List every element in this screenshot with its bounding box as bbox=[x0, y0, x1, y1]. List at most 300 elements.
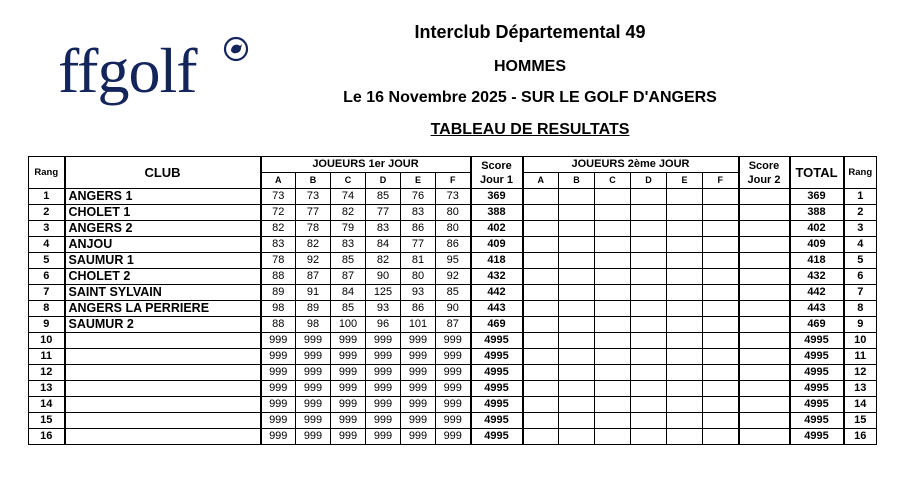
day2-score bbox=[559, 237, 595, 253]
day1-score: 999 bbox=[261, 381, 296, 397]
final-rank: 14 bbox=[844, 397, 877, 413]
club-name: CHOLET 2 bbox=[65, 269, 261, 285]
day1-score: 83 bbox=[261, 237, 296, 253]
day1-total: 4995 bbox=[471, 333, 523, 349]
day2-score bbox=[559, 333, 595, 349]
day1-score: 87 bbox=[331, 269, 366, 285]
day1-player-e: E bbox=[401, 173, 436, 189]
rank: 6 bbox=[29, 269, 65, 285]
day1-score: 999 bbox=[261, 349, 296, 365]
day2-total bbox=[739, 349, 790, 365]
day1-player-d: D bbox=[366, 173, 401, 189]
col-score-day1 bbox=[471, 157, 523, 189]
day1-score: 93 bbox=[401, 285, 436, 301]
day1-score: 999 bbox=[261, 365, 296, 381]
day1-score: 83 bbox=[401, 205, 436, 221]
day2-score bbox=[559, 413, 595, 429]
day2-score bbox=[559, 221, 595, 237]
score1-line2: Jour 1 bbox=[479, 173, 513, 186]
final-rank: 1 bbox=[844, 189, 877, 205]
day2-score bbox=[595, 301, 631, 317]
table-row bbox=[29, 237, 877, 253]
day2-total bbox=[739, 317, 790, 333]
day2-score bbox=[667, 365, 703, 381]
day1-score: 999 bbox=[261, 333, 296, 349]
day2-score bbox=[559, 317, 595, 333]
rank: 15 bbox=[29, 413, 65, 429]
day1-score: 81 bbox=[401, 253, 436, 269]
day2-score bbox=[703, 349, 739, 365]
day2-total bbox=[739, 285, 790, 301]
day1-player-a: A bbox=[261, 173, 296, 189]
day1-score: 90 bbox=[436, 301, 471, 317]
club-name bbox=[65, 397, 261, 413]
day2-score bbox=[595, 269, 631, 285]
day1-score: 78 bbox=[261, 253, 296, 269]
day2-player-f: F bbox=[703, 173, 739, 189]
day2-score bbox=[559, 285, 595, 301]
day2-player-e: E bbox=[667, 173, 703, 189]
day2-score bbox=[631, 429, 667, 445]
day2-score bbox=[595, 333, 631, 349]
day1-score: 85 bbox=[366, 189, 401, 205]
score1-line1: Score bbox=[481, 159, 512, 172]
day1-score: 999 bbox=[331, 381, 366, 397]
day2-score bbox=[631, 317, 667, 333]
club-name: SAUMUR 2 bbox=[65, 317, 261, 333]
day1-total: 4995 bbox=[471, 429, 523, 445]
day1-score: 999 bbox=[366, 429, 401, 445]
rank: 4 bbox=[29, 237, 65, 253]
ffgolf-logo bbox=[58, 30, 258, 120]
day2-score bbox=[523, 253, 559, 269]
day1-score: 85 bbox=[436, 285, 471, 301]
day2-score bbox=[595, 253, 631, 269]
day2-score bbox=[703, 237, 739, 253]
day1-score: 77 bbox=[296, 205, 331, 221]
day1-score: 79 bbox=[331, 221, 366, 237]
rank: 11 bbox=[29, 349, 65, 365]
day2-score bbox=[523, 413, 559, 429]
table-row bbox=[29, 365, 877, 381]
table-row bbox=[29, 429, 877, 445]
total-score: 4995 bbox=[790, 381, 844, 397]
club-name bbox=[65, 365, 261, 381]
day1-score: 999 bbox=[261, 429, 296, 445]
col-total: TOTAL bbox=[790, 157, 844, 189]
day1-score: 999 bbox=[331, 349, 366, 365]
day2-score bbox=[667, 189, 703, 205]
day1-score: 999 bbox=[436, 381, 471, 397]
day1-total: 432 bbox=[471, 269, 523, 285]
table-row bbox=[29, 397, 877, 413]
club-name: ANGERS LA PERRIERE bbox=[65, 301, 261, 317]
day2-score bbox=[703, 333, 739, 349]
day2-score bbox=[667, 205, 703, 221]
logo-text: ffgolf bbox=[58, 35, 197, 106]
day1-score: 999 bbox=[401, 365, 436, 381]
day2-score bbox=[631, 397, 667, 413]
day1-score: 999 bbox=[296, 429, 331, 445]
day2-total bbox=[739, 221, 790, 237]
day2-score bbox=[703, 429, 739, 445]
day2-score bbox=[631, 205, 667, 221]
day2-score bbox=[703, 301, 739, 317]
day1-total: 4995 bbox=[471, 413, 523, 429]
day2-score bbox=[703, 397, 739, 413]
day1-score: 999 bbox=[331, 413, 366, 429]
day1-score: 92 bbox=[436, 269, 471, 285]
day2-score bbox=[631, 349, 667, 365]
day1-score: 999 bbox=[366, 381, 401, 397]
day1-score: 999 bbox=[366, 333, 401, 349]
day1-score: 999 bbox=[296, 381, 331, 397]
final-rank: 12 bbox=[844, 365, 877, 381]
day1-score: 999 bbox=[296, 365, 331, 381]
day1-score: 73 bbox=[436, 189, 471, 205]
day2-score bbox=[631, 381, 667, 397]
day1-score: 999 bbox=[436, 333, 471, 349]
day1-score: 74 bbox=[331, 189, 366, 205]
total-score: 388 bbox=[790, 205, 844, 221]
day2-score bbox=[667, 253, 703, 269]
day2-player-b: B bbox=[559, 173, 595, 189]
day2-score bbox=[595, 189, 631, 205]
day2-score bbox=[523, 381, 559, 397]
day2-total bbox=[739, 189, 790, 205]
day2-score bbox=[559, 349, 595, 365]
day1-score: 999 bbox=[331, 397, 366, 413]
final-rank: 6 bbox=[844, 269, 877, 285]
rank: 16 bbox=[29, 429, 65, 445]
day1-score: 91 bbox=[296, 285, 331, 301]
table-row bbox=[29, 381, 877, 397]
day1-score: 999 bbox=[366, 397, 401, 413]
day2-total bbox=[739, 397, 790, 413]
day2-score bbox=[523, 429, 559, 445]
day2-score bbox=[595, 317, 631, 333]
day1-score: 88 bbox=[261, 317, 296, 333]
club-name bbox=[65, 333, 261, 349]
day2-score bbox=[559, 189, 595, 205]
total-score: 402 bbox=[790, 221, 844, 237]
day2-total bbox=[739, 205, 790, 221]
table-row bbox=[29, 253, 877, 269]
club-name: CHOLET 1 bbox=[65, 205, 261, 221]
day1-score: 98 bbox=[296, 317, 331, 333]
final-rank: 7 bbox=[844, 285, 877, 301]
day1-score: 85 bbox=[331, 253, 366, 269]
day2-score bbox=[595, 413, 631, 429]
day1-player-f: F bbox=[436, 173, 471, 189]
day2-score bbox=[703, 285, 739, 301]
final-rank: 16 bbox=[844, 429, 877, 445]
day2-player-c: C bbox=[595, 173, 631, 189]
final-rank: 5 bbox=[844, 253, 877, 269]
table-row bbox=[29, 301, 877, 317]
day1-player-c: C bbox=[331, 173, 366, 189]
results-table bbox=[28, 156, 877, 445]
day2-score bbox=[523, 237, 559, 253]
final-rank: 2 bbox=[844, 205, 877, 221]
day1-score: 84 bbox=[366, 237, 401, 253]
date-location: Le 16 Novembre 2025 - SUR LE GOLF D'ANGERS bbox=[343, 89, 717, 106]
day1-total: 388 bbox=[471, 205, 523, 221]
day2-score bbox=[595, 205, 631, 221]
day1-score: 89 bbox=[261, 285, 296, 301]
day1-score: 72 bbox=[261, 205, 296, 221]
total-score: 442 bbox=[790, 285, 844, 301]
day1-score: 999 bbox=[296, 397, 331, 413]
day1-score: 999 bbox=[401, 397, 436, 413]
day2-score bbox=[667, 317, 703, 333]
club-name bbox=[65, 349, 261, 365]
day1-score: 999 bbox=[296, 333, 331, 349]
day1-score: 89 bbox=[296, 301, 331, 317]
rank: 1 bbox=[29, 189, 65, 205]
day2-score bbox=[631, 189, 667, 205]
results-heading: TABLEAU DE RESULTATS bbox=[430, 121, 630, 138]
club-name: SAUMUR 1 bbox=[65, 253, 261, 269]
day2-score bbox=[559, 429, 595, 445]
club-name: ANGERS 1 bbox=[65, 189, 261, 205]
day2-score bbox=[703, 269, 739, 285]
day1-score: 999 bbox=[261, 413, 296, 429]
table-row bbox=[29, 349, 877, 365]
day1-score: 87 bbox=[296, 269, 331, 285]
day2-score bbox=[631, 301, 667, 317]
club-name: ANGERS 2 bbox=[65, 221, 261, 237]
day2-total bbox=[739, 333, 790, 349]
day1-score: 82 bbox=[261, 221, 296, 237]
day2-score bbox=[631, 237, 667, 253]
total-score: 369 bbox=[790, 189, 844, 205]
day1-player-b: B bbox=[296, 173, 331, 189]
day2-score bbox=[523, 221, 559, 237]
day1-score: 999 bbox=[366, 349, 401, 365]
day2-score bbox=[631, 365, 667, 381]
day2-score bbox=[523, 333, 559, 349]
day2-score bbox=[703, 413, 739, 429]
day1-score: 84 bbox=[331, 285, 366, 301]
day1-score: 90 bbox=[366, 269, 401, 285]
rank: 14 bbox=[29, 397, 65, 413]
day2-score bbox=[523, 397, 559, 413]
day2-score bbox=[559, 365, 595, 381]
day2-score bbox=[559, 205, 595, 221]
day1-score: 999 bbox=[331, 365, 366, 381]
day1-score: 98 bbox=[261, 301, 296, 317]
total-score: 4995 bbox=[790, 413, 844, 429]
club-name: ANJOU bbox=[65, 237, 261, 253]
total-score: 469 bbox=[790, 317, 844, 333]
rank: 10 bbox=[29, 333, 65, 349]
final-rank: 4 bbox=[844, 237, 877, 253]
day1-total: 369 bbox=[471, 189, 523, 205]
day1-score: 88 bbox=[261, 269, 296, 285]
day1-score: 82 bbox=[296, 237, 331, 253]
day2-score bbox=[667, 285, 703, 301]
final-rank: 3 bbox=[844, 221, 877, 237]
total-score: 432 bbox=[790, 269, 844, 285]
col-group-day1: JOUEURS 1er JOUR bbox=[261, 157, 471, 173]
day2-score bbox=[667, 301, 703, 317]
col-group-day2: JOUEURS 2ème JOUR bbox=[523, 157, 739, 173]
rank: 12 bbox=[29, 365, 65, 381]
col-rang-final: Rang bbox=[844, 157, 877, 189]
rooster-emblem-icon bbox=[223, 36, 249, 62]
day2-score bbox=[703, 205, 739, 221]
day2-score bbox=[523, 189, 559, 205]
day1-score: 82 bbox=[331, 205, 366, 221]
table-row bbox=[29, 269, 877, 285]
club-name: SAINT SYLVAIN bbox=[65, 285, 261, 301]
day1-score: 125 bbox=[366, 285, 401, 301]
total-score: 4995 bbox=[790, 349, 844, 365]
day1-total: 402 bbox=[471, 221, 523, 237]
day2-score bbox=[631, 221, 667, 237]
day1-score: 999 bbox=[366, 413, 401, 429]
day1-score: 999 bbox=[436, 349, 471, 365]
day1-score: 100 bbox=[331, 317, 366, 333]
day1-score: 86 bbox=[401, 301, 436, 317]
final-rank: 10 bbox=[844, 333, 877, 349]
day1-score: 86 bbox=[401, 221, 436, 237]
day2-score bbox=[595, 365, 631, 381]
day2-score bbox=[667, 269, 703, 285]
day1-score: 83 bbox=[366, 221, 401, 237]
final-rank: 13 bbox=[844, 381, 877, 397]
rank: 9 bbox=[29, 317, 65, 333]
day1-score: 93 bbox=[366, 301, 401, 317]
day2-score bbox=[631, 413, 667, 429]
day1-score: 78 bbox=[296, 221, 331, 237]
day1-score: 999 bbox=[331, 333, 366, 349]
day1-score: 87 bbox=[436, 317, 471, 333]
rank: 7 bbox=[29, 285, 65, 301]
category-title: HOMMES bbox=[494, 58, 566, 75]
day2-score bbox=[595, 349, 631, 365]
day2-score bbox=[523, 205, 559, 221]
final-rank: 9 bbox=[844, 317, 877, 333]
day2-score bbox=[595, 429, 631, 445]
day1-score: 95 bbox=[436, 253, 471, 269]
day1-score: 76 bbox=[401, 189, 436, 205]
final-rank: 15 bbox=[844, 413, 877, 429]
day2-score bbox=[667, 429, 703, 445]
col-score-day2 bbox=[739, 157, 790, 189]
day1-score: 82 bbox=[366, 253, 401, 269]
day1-score: 77 bbox=[401, 237, 436, 253]
day2-score bbox=[523, 269, 559, 285]
day2-score bbox=[631, 269, 667, 285]
day2-score bbox=[523, 301, 559, 317]
day2-total bbox=[739, 429, 790, 445]
day1-total: 469 bbox=[471, 317, 523, 333]
day2-total bbox=[739, 253, 790, 269]
day1-total: 4995 bbox=[471, 381, 523, 397]
day1-score: 73 bbox=[261, 189, 296, 205]
day2-score bbox=[703, 381, 739, 397]
day2-score bbox=[667, 381, 703, 397]
day2-score bbox=[667, 349, 703, 365]
day2-score bbox=[703, 189, 739, 205]
table-row bbox=[29, 205, 877, 221]
day1-total: 4995 bbox=[471, 397, 523, 413]
col-club: CLUB bbox=[65, 157, 261, 189]
day1-score: 999 bbox=[401, 429, 436, 445]
day2-score bbox=[667, 221, 703, 237]
rank: 13 bbox=[29, 381, 65, 397]
table-row bbox=[29, 317, 877, 333]
rank: 8 bbox=[29, 301, 65, 317]
table-row bbox=[29, 285, 877, 301]
total-score: 4995 bbox=[790, 333, 844, 349]
day2-score bbox=[523, 285, 559, 301]
total-score: 409 bbox=[790, 237, 844, 253]
day1-score: 999 bbox=[401, 333, 436, 349]
day2-score bbox=[667, 237, 703, 253]
day2-score bbox=[523, 349, 559, 365]
day2-score bbox=[559, 381, 595, 397]
day2-score bbox=[523, 365, 559, 381]
day2-score bbox=[595, 221, 631, 237]
day2-total bbox=[739, 269, 790, 285]
day1-total: 443 bbox=[471, 301, 523, 317]
day1-score: 999 bbox=[331, 429, 366, 445]
day2-score bbox=[667, 397, 703, 413]
total-score: 4995 bbox=[790, 429, 844, 445]
day1-total: 409 bbox=[471, 237, 523, 253]
day1-score: 999 bbox=[401, 381, 436, 397]
club-name bbox=[65, 429, 261, 445]
day1-total: 4995 bbox=[471, 365, 523, 381]
day1-score: 999 bbox=[436, 365, 471, 381]
day2-total bbox=[739, 237, 790, 253]
day2-score bbox=[595, 381, 631, 397]
rank: 3 bbox=[29, 221, 65, 237]
day1-score: 101 bbox=[401, 317, 436, 333]
day1-score: 999 bbox=[296, 349, 331, 365]
total-score: 4995 bbox=[790, 397, 844, 413]
day2-score bbox=[667, 413, 703, 429]
day1-score: 999 bbox=[261, 397, 296, 413]
event-title: Interclub Départemental 49 bbox=[414, 22, 646, 42]
total-score: 443 bbox=[790, 301, 844, 317]
club-name bbox=[65, 413, 261, 429]
day1-score: 999 bbox=[296, 413, 331, 429]
day1-score: 999 bbox=[436, 413, 471, 429]
day2-score bbox=[523, 317, 559, 333]
day1-score: 999 bbox=[436, 429, 471, 445]
day1-score: 999 bbox=[401, 413, 436, 429]
score2-line2: Jour 2 bbox=[747, 173, 781, 186]
day2-score bbox=[703, 253, 739, 269]
total-score: 4995 bbox=[790, 365, 844, 381]
day2-total bbox=[739, 365, 790, 381]
day1-score: 73 bbox=[296, 189, 331, 205]
day2-score bbox=[559, 397, 595, 413]
col-rang: Rang bbox=[29, 157, 65, 189]
day2-score bbox=[703, 317, 739, 333]
day1-score: 80 bbox=[436, 205, 471, 221]
day2-score bbox=[595, 237, 631, 253]
table-row bbox=[29, 333, 877, 349]
day2-score bbox=[703, 221, 739, 237]
day2-score bbox=[667, 333, 703, 349]
club-name bbox=[65, 381, 261, 397]
day2-total bbox=[739, 301, 790, 317]
